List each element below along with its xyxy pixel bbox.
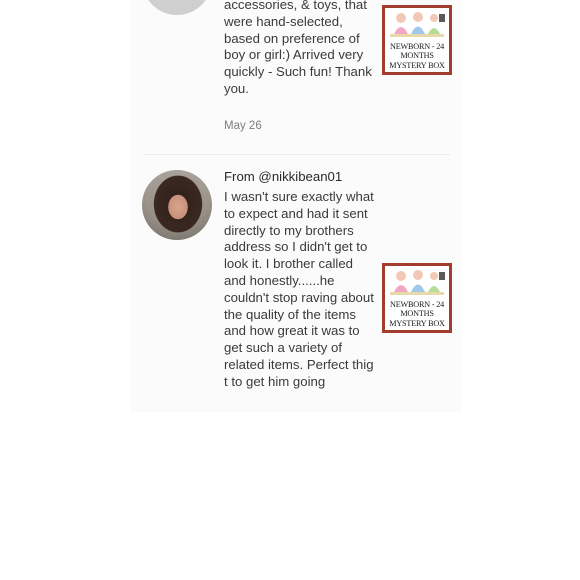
review-divider [144,154,450,155]
review-date: May 26 [224,120,262,132]
review-text: accessories, & toys, that were hand-selected, based on preference of boy or girl:) Arrived very quickly - Such fun! Thank you. [224,0,372,96]
product-label: NEWBORN - 24 MONTHS MYSTERY BOX [389,42,445,70]
reviewer-avatar[interactable] [142,0,212,15]
reviews-panel [130,0,462,412]
review-author[interactable]: From @nikkibean01 [224,169,343,184]
product-label: NEWBORN - 24 MONTHS MYSTERY BOX [389,300,445,328]
product-thumbnail[interactable] [382,5,452,75]
baby-illustration-icon [388,10,446,38]
baby-illustration-icon [388,268,446,296]
reviewer-avatar[interactable] [142,170,212,240]
product-thumbnail[interactable] [382,263,452,333]
review-text: I wasn't sure exactly what to expect and had it sent directly to my brothers address so I didn't get to look it. I brother called and honestly......he couldn't stop raving about the quality of the items and how great it was to get such a variety of related items. Perfect thig t to get him going [224,189,374,389]
